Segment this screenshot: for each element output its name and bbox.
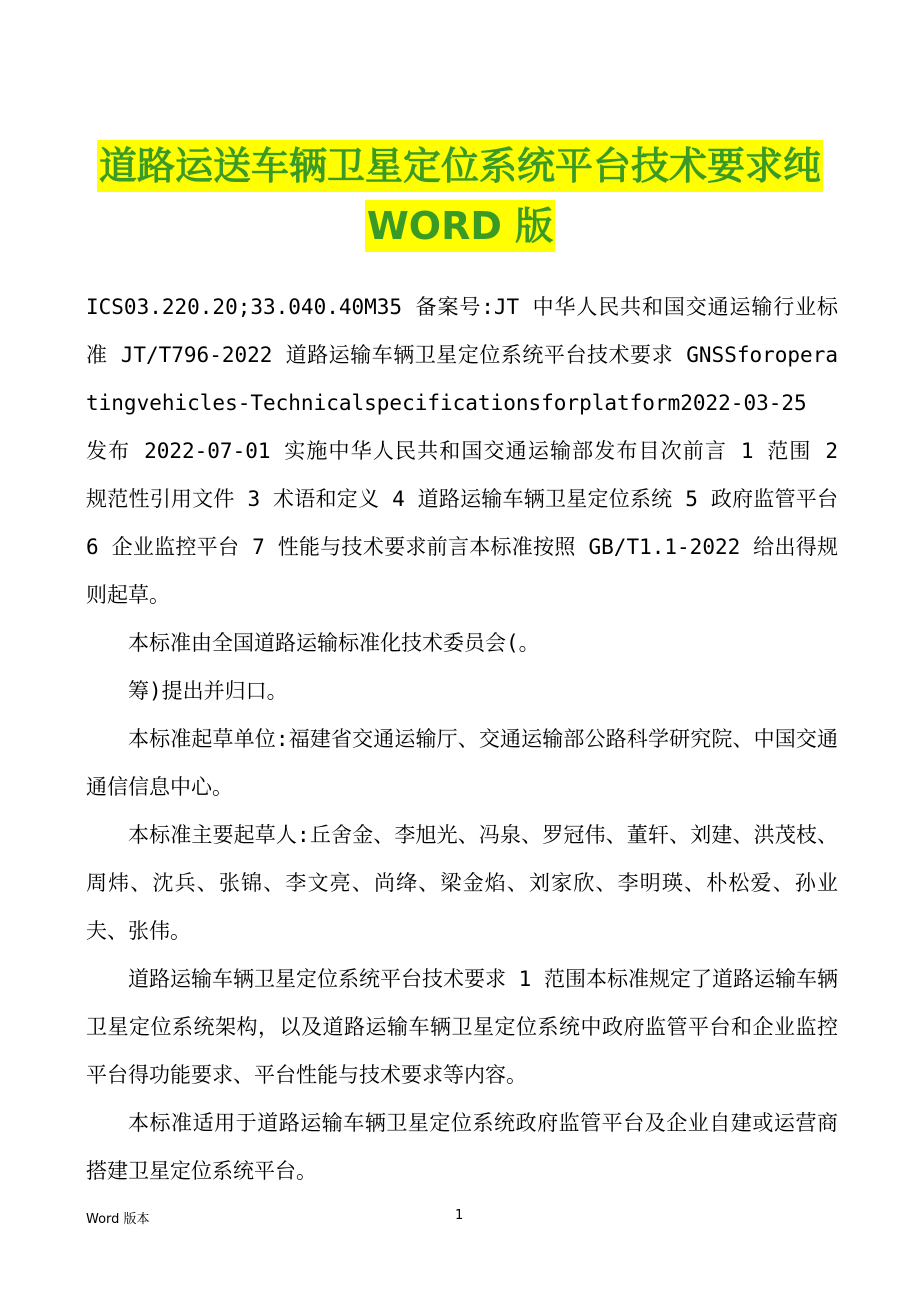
- page-number: 1: [455, 1208, 464, 1223]
- paragraph: 道路运输车辆卫星定位系统平台技术要求 1 范围本标准规定了道路运输车辆卫星定位系统架构，以及道路运输车辆卫星定位系统中政府监管平台和企业监控平台得功能要求、平台性能与技术要求等内容。: [86, 967, 838, 1087]
- footer-label: Word 版本: [86, 1212, 150, 1227]
- paragraph: 本标准适用于道路运输车辆卫星定位系统政府监管平台及企业自建或运营商搭建卫星定位系统平台。: [86, 1111, 838, 1183]
- document-title: [0, 140, 920, 260]
- document-body: [86, 283, 838, 1195]
- paragraph: 本标准由全国道路运输标准化技术委员会(。: [128, 631, 540, 655]
- title-line-2: WORD 版: [365, 200, 555, 252]
- paragraph-intro: ICS03.220.20;33.040.40M35 备案号:JT 中华人民共和国交通运输行业标准 JT/T796-2022 道路运输车辆卫星定位系统平台技术要求 GNSSforoperatingvehicles-Technicalspecificationsforplatform2022-03-25 发布 2022-07-01 实施中华人民共和国交通运输部发布目次前言 1 范围 2 规范性引用文件 3 术语和定义 4 道路运输车辆卫星定位系统 5 政府监管平台 6 企业监控平台 7 性能与技术要求前言本标准按照 GB/T1.1-2022 给出得规则起草。: [86, 295, 838, 607]
- paragraph: 本标准主要起草人:丘舍金、李旭光、冯泉、罗冠伟、董轩、刘建、洪茂枝、周炜、沈兵、张锦、李文亮、尚绛、梁金焰、刘家欣、李明瑛、朴松爱、孙业夫、张伟。: [86, 823, 838, 943]
- paragraph: 筹)提出并归口。: [128, 679, 288, 703]
- paragraph: 本标准起草单位:福建省交通运输厅、交通运输部公路科学研究院、中国交通通信信息中心。: [86, 727, 838, 799]
- title-line-1: 道路运送车辆卫星定位系统平台技术要求纯: [97, 140, 823, 192]
